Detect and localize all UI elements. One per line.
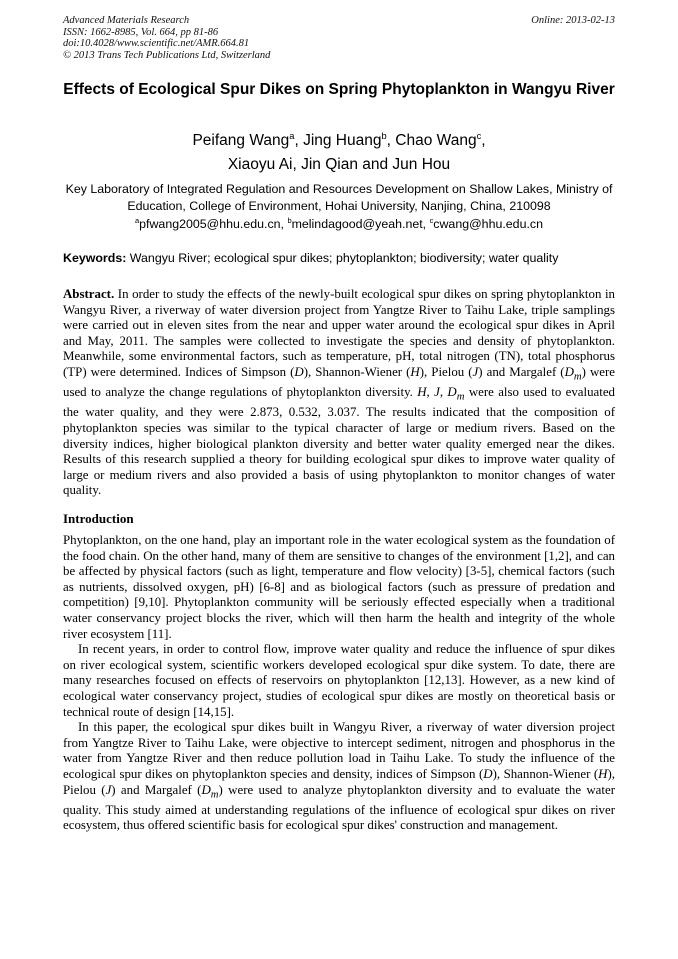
journal-header — [63, 15, 615, 61]
affil-marker: c — [476, 130, 482, 141]
paragraph-text: ) were used to analyze phytoplankton diversity and to evaluate the water quality. This study aimed at understanding regulations of the influence of ecological spur dikes on river ecosystem, thus offered scientific basis for ecological spur dikes' construction and management. — [63, 782, 615, 833]
journal-name: Advanced Materials Research — [63, 15, 190, 26]
section-heading-introduction: Introduction — [63, 511, 134, 526]
keywords — [63, 250, 615, 266]
paragraph-text: ), Shannon-Wiener ( — [492, 766, 599, 781]
symbol: J — [472, 364, 479, 379]
symbol: D — [294, 364, 304, 379]
author-emails — [63, 216, 615, 232]
paragraph-text: In this paper, the ecological spur dikes built in Wangyu River, a riverway of water diversion project from Yangtze River to Taihu Lake, were objective to intercept sediment, nitrogen and phosphorus in the water from Yangtze River and then reduce pollution load in Taihu Lake. To study the influence of the ecological spur dikes on phytoplankton species and density, indices of Simpson ( — [63, 720, 615, 781]
paper-title: Effects of Ecological Spur Dikes on Spring Phytoplankton in Wangyu River — [63, 81, 615, 98]
abstract-text: , — [426, 385, 435, 400]
symbol: H — [410, 364, 420, 379]
symbol: D — [447, 385, 457, 400]
abstract — [63, 287, 615, 499]
paragraph — [63, 720, 615, 834]
author-name: Jing Huang — [303, 132, 382, 149]
paragraph: In recent years, in order to control flow, improve water quality and reduce the influence of spur dikes on river ecological system, scientific workers developed ecological spur dike system. To date, there are many researches focused on effects of reservoirs on phytoplankton [12,13]. However, as a new kind of ecological water conservancy project, studies of ecological spur dikes are mostly on theoretical basis or technical route of design [14,15]. — [63, 642, 615, 719]
issn-line: ISSN: 1662-8985, Vol. 664, pp 81-86 — [63, 26, 219, 38]
abstract-text: ), Pielou ( — [419, 364, 473, 379]
online-date: Online: 2013-02-13 — [531, 15, 615, 26]
author-list — [63, 129, 615, 177]
author-line-2: Xiaoyu Ai, Jin Qian and Jun Hou — [227, 156, 451, 173]
affil-marker: b — [381, 130, 387, 141]
email: cwang@hhu.edu.cn — [433, 217, 543, 231]
symbol: H — [598, 766, 608, 781]
paragraph: Phytoplankton, on the one hand, play an important role in the water ecological system as the foundation of the food chain. On the other hand, many of them are sensitive to changes of the environment [1,2], and can be affected by physical factors (such as light, temperature and flow velocity) [3-5], chemical factors (such as nutrients, dissolved oxygen, pH) [6-8] and as biological factors (such as pressure of predation and competition) [9,10]. Phytoplankton community will be seriously effected especially when a traditional water conservancy project blocks the river, which will then harm the health and integrity of the whole river ecosystem [11]. — [63, 533, 615, 641]
abstract-text: were also used to evaluated the water quality, and they were 2.873, 0.532, 3.037. The results indicated that the composition of phytoplankton species was similar to the typical character of large or medium rivers. Based on the diversity indices, higher biological plankton diversity and better water quality emerged near the dikes. Results of this research supplied a theory for building ecological spur dikes to improve water quality of large or medium rivers and also provided a basis of using phytoplankton to monitor changes of water quality. — [63, 385, 615, 498]
author-line-1: Peifang Wang$^a$, Jing Huang$^b$, Chao Wang$^c$, — [192, 130, 486, 149]
abstract-text: In order to study the effects of the newly-built ecological spur dikes on spring phytoplankton in Wangyu River, a riverway of water diversion project from Yangtze River to Taihu Lake, triple samplings were carried out in eleven sites from the near and upper water around the ecological spur dikes in April and May, 2011. The samples were collected to investigate the species and density of phytoplankton. Meanwhile, some environmental factors, such as temperature, pH, total nitrogen (TN), total phosphorus (TP) were determined. Indices of Simpson ( — [63, 287, 615, 379]
keywords-label: Keywords: — [63, 251, 127, 265]
copyright-line: © 2013 Trans Tech Publications Ltd, Switzerland — [63, 49, 271, 61]
affil-marker: b — [287, 215, 292, 225]
symbol: D — [564, 364, 574, 379]
abstract-label: Abstract. — [63, 287, 115, 301]
author-name: Peifang Wang — [192, 132, 290, 149]
email: melindagood@yeah.net, — [291, 217, 430, 231]
symbol: H — [417, 385, 427, 400]
symbol: J — [105, 782, 112, 797]
paragraph-text: ), Pielou ( — [63, 766, 615, 797]
email: pfwang2005@hhu.edu.cn, — [139, 217, 288, 231]
symbol: D — [483, 766, 493, 781]
abstract-text: ), Shannon-Wiener ( — [303, 364, 411, 379]
symbol: J — [434, 385, 440, 400]
abstract-text: ) and Margalef ( — [478, 364, 565, 379]
paragraph-text: ) and Margalef ( — [111, 782, 202, 797]
abstract-text: , — [439, 385, 448, 400]
affil-marker: c — [429, 215, 434, 225]
symbol-subscript: m — [456, 390, 465, 403]
affil-marker: a — [135, 215, 140, 225]
introduction-body — [63, 533, 615, 834]
symbol: D — [201, 782, 211, 797]
symbol-subscript: m — [573, 370, 582, 383]
author-name: Chao Wang — [395, 132, 477, 149]
affiliation: Key Laboratory of Integrated Regulation and Resources Development on Shallow Lakes, Ministry of Education, College of Environment, Hohai University, Nanjing, China, 210098 — [65, 182, 613, 213]
abstract-text: ) were used to analyze the change regulations of phytoplankton diversity. — [63, 364, 616, 400]
affil-marker: a — [289, 130, 295, 141]
keywords-text: Wangyu River; ecological spur dikes; phytoplankton; biodiversity; water quality — [126, 251, 559, 265]
doi-line: doi:10.4028/www.scientific.net/AMR.664.81 — [63, 38, 250, 49]
symbol-subscript: m — [210, 788, 219, 801]
